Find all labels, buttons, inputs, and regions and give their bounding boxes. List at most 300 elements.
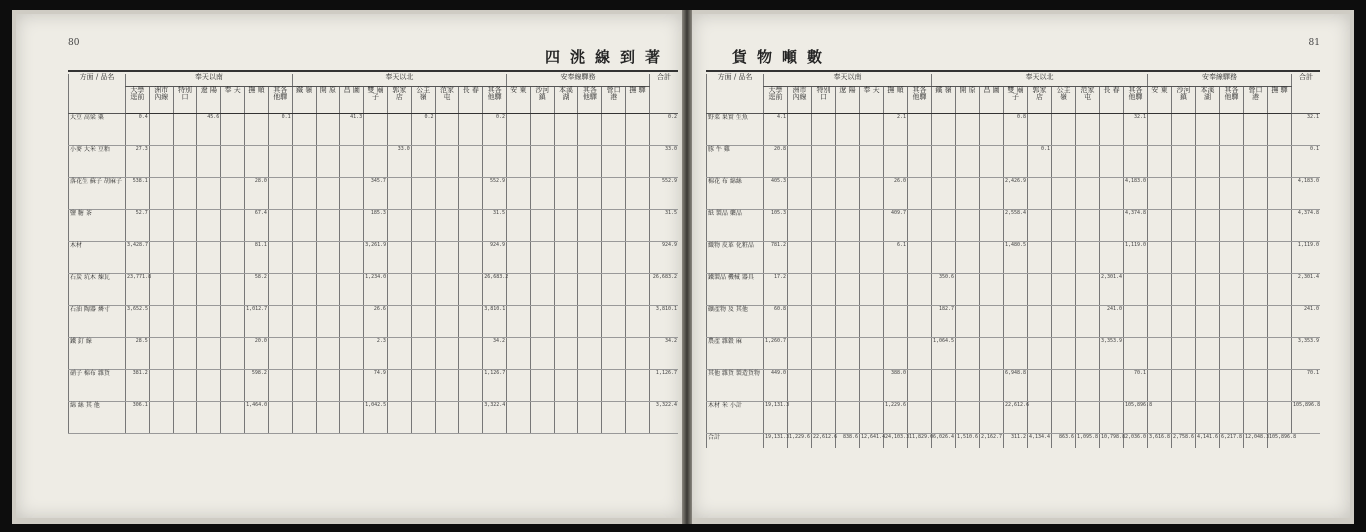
column-header: 開 原 xyxy=(956,87,980,114)
total-cell: 1,510.6 xyxy=(956,434,980,449)
left-page-number: 80 xyxy=(68,38,80,48)
table-cell xyxy=(1268,242,1292,274)
total-cell: 2,036.0 xyxy=(1124,434,1148,449)
column-header: 其各 他驛 xyxy=(268,87,292,114)
total-cell: 1,095.8 xyxy=(1076,434,1100,449)
table-cell xyxy=(788,210,812,242)
table-cell xyxy=(980,178,1004,210)
table-cell xyxy=(1244,114,1268,146)
row-total-cell: 241.0 xyxy=(1292,306,1321,338)
table-row xyxy=(707,114,1321,146)
table-cell xyxy=(1220,306,1244,338)
table-cell: 0.1 xyxy=(1028,146,1052,178)
table-cell xyxy=(1244,370,1268,402)
table-cell: 6.1 xyxy=(884,242,908,274)
table-cell xyxy=(340,178,364,210)
table-cell xyxy=(387,242,411,274)
column-header: 沙河 鎮 xyxy=(530,87,554,114)
table-cell: 3,428.7 xyxy=(126,242,150,274)
table-cell xyxy=(626,274,650,306)
table-cell: 350.6 xyxy=(932,274,956,306)
table-cell: 0.1 xyxy=(268,114,292,146)
row-total-cell: 3,810.1 xyxy=(650,306,679,338)
item-name: 落花生 蘇子 胡麻子 xyxy=(69,178,126,210)
table-cell: 20.8 xyxy=(764,146,788,178)
table-cell xyxy=(507,306,531,338)
table-cell: 26.6 xyxy=(364,306,388,338)
table-cell xyxy=(884,306,908,338)
table-cell xyxy=(956,178,980,210)
table-row xyxy=(707,146,1321,178)
table-cell xyxy=(435,146,459,178)
table-cell xyxy=(1100,146,1124,178)
table-cell xyxy=(149,210,173,242)
table-row xyxy=(69,146,679,178)
table-cell xyxy=(149,242,173,274)
table-row xyxy=(69,306,679,338)
table-cell xyxy=(1172,114,1196,146)
table-cell xyxy=(340,306,364,338)
table-cell xyxy=(1100,242,1124,274)
table-cell xyxy=(1148,242,1172,274)
table-cell xyxy=(459,274,483,306)
column-header: 開 原 xyxy=(316,87,340,114)
table-cell xyxy=(316,338,340,370)
table-cell xyxy=(197,274,221,306)
table-cell: 388.0 xyxy=(884,370,908,402)
column-header: 奉 天 xyxy=(221,87,245,114)
table-cell xyxy=(221,146,245,178)
table-cell xyxy=(788,402,812,434)
table-cell: 409.7 xyxy=(884,210,908,242)
table-cell xyxy=(1268,178,1292,210)
column-header: 特別 口 xyxy=(173,87,197,114)
table-cell xyxy=(812,402,836,434)
table-cell xyxy=(788,178,812,210)
table-cell xyxy=(1052,370,1076,402)
table-cell xyxy=(884,274,908,306)
table-cell xyxy=(932,370,956,402)
column-header: 其各 他驛 xyxy=(578,87,602,114)
table-cell xyxy=(860,242,884,274)
table-row xyxy=(69,370,679,402)
table-cell xyxy=(173,210,197,242)
table-cell: 81.1 xyxy=(245,242,269,274)
table-cell xyxy=(578,178,602,210)
table-cell xyxy=(411,146,435,178)
table-cell xyxy=(1028,370,1052,402)
item-name: 鐵 釘 線 xyxy=(69,338,126,370)
table-cell: 1,012.7 xyxy=(245,306,269,338)
table-cell xyxy=(268,402,292,434)
table-cell xyxy=(860,274,884,306)
table-cell: 67.4 xyxy=(245,210,269,242)
item-name: 鐵製品 機械 器具 xyxy=(707,274,764,306)
table-cell xyxy=(387,274,411,306)
table-cell xyxy=(908,114,932,146)
table-cell xyxy=(554,274,578,306)
total-cell: 6,217.8 xyxy=(1220,434,1244,449)
left-page-title: 四洮線到著 xyxy=(544,48,670,66)
table-cell xyxy=(1172,402,1196,434)
table-cell xyxy=(268,210,292,242)
table-cell: 4,183.0 xyxy=(1124,178,1148,210)
table-cell xyxy=(1028,242,1052,274)
table-cell xyxy=(980,274,1004,306)
table-cell xyxy=(1052,402,1076,434)
table-cell xyxy=(1052,306,1076,338)
table-cell: 0.4 xyxy=(126,114,150,146)
item-name: 硝子 棉布 雜貨 xyxy=(69,370,126,402)
table-cell xyxy=(602,402,626,434)
table-cell xyxy=(1028,178,1052,210)
table-cell xyxy=(292,338,316,370)
table-cell xyxy=(1172,370,1196,402)
right-data-table xyxy=(706,74,1320,448)
table-cell: 26,683.2 xyxy=(483,274,507,306)
table-cell: 538.1 xyxy=(126,178,150,210)
table-cell xyxy=(1196,274,1220,306)
row-total-cell: 2,301.4 xyxy=(1292,274,1321,306)
header-corner: 方面 / 品名 xyxy=(69,74,126,114)
table-cell: 28.0 xyxy=(245,178,269,210)
table-cell xyxy=(1196,146,1220,178)
table-cell xyxy=(173,370,197,402)
table-cell xyxy=(1124,274,1148,306)
table-cell xyxy=(1244,210,1268,242)
table-cell xyxy=(860,370,884,402)
column-header: 其各 他驛 xyxy=(483,87,507,114)
table-cell xyxy=(1220,146,1244,178)
table-cell xyxy=(221,402,245,434)
table-cell xyxy=(387,114,411,146)
table-cell: 20.0 xyxy=(245,338,269,370)
table-cell xyxy=(459,146,483,178)
table-cell xyxy=(173,402,197,434)
table-cell xyxy=(340,370,364,402)
table-cell xyxy=(860,210,884,242)
table-cell: 1,126.7 xyxy=(483,370,507,402)
column-header: 安 東 xyxy=(1148,87,1172,114)
table-cell xyxy=(980,146,1004,178)
table-cell xyxy=(268,178,292,210)
table-cell xyxy=(507,338,531,370)
left-page xyxy=(16,14,682,518)
table-cell xyxy=(1196,178,1220,210)
column-header: 撫 驛 xyxy=(1268,87,1292,114)
table-cell xyxy=(578,338,602,370)
table-cell: 1,464.0 xyxy=(245,402,269,434)
table-cell xyxy=(1196,306,1220,338)
table-cell: 1,480.5 xyxy=(1004,242,1028,274)
row-total-cell: 3,322.4 xyxy=(650,402,679,434)
table-cell xyxy=(956,210,980,242)
column-header: 撫 順 xyxy=(884,87,908,114)
table-cell: 1,119.0 xyxy=(1124,242,1148,274)
table-cell xyxy=(578,210,602,242)
table-cell xyxy=(245,114,269,146)
table-cell xyxy=(411,402,435,434)
table-cell: 105,896.8 xyxy=(1124,402,1148,434)
column-header: 營口 港 xyxy=(1244,87,1268,114)
table-cell xyxy=(1220,370,1244,402)
table-cell xyxy=(578,242,602,274)
table-row xyxy=(69,178,679,210)
row-total-cell: 1,126.7 xyxy=(650,370,679,402)
table-cell xyxy=(340,338,364,370)
table-cell xyxy=(1220,114,1244,146)
table-cell xyxy=(1196,402,1220,434)
table-cell xyxy=(1220,338,1244,370)
item-name: 紙 製品 藥品 xyxy=(707,210,764,242)
table-cell xyxy=(908,402,932,434)
table-cell xyxy=(387,338,411,370)
table-cell: 241.0 xyxy=(1100,306,1124,338)
table-cell xyxy=(1148,146,1172,178)
table-row xyxy=(707,402,1321,434)
table-cell xyxy=(1268,402,1292,434)
table-cell: 3,353.9 xyxy=(1100,338,1124,370)
table-cell xyxy=(626,210,650,242)
table-cell xyxy=(812,210,836,242)
column-header: 奉 天 xyxy=(860,87,884,114)
table-cell: 26.0 xyxy=(884,178,908,210)
table-cell xyxy=(1196,210,1220,242)
table-cell: 2,558.4 xyxy=(1004,210,1028,242)
table-cell xyxy=(812,242,836,274)
table-cell xyxy=(626,242,650,274)
table-cell xyxy=(956,338,980,370)
table-cell xyxy=(292,370,316,402)
book-spread xyxy=(12,10,1354,524)
table-cell xyxy=(908,306,932,338)
table-cell xyxy=(578,370,602,402)
table-cell xyxy=(292,114,316,146)
table-cell xyxy=(554,210,578,242)
table-cell: 27.3 xyxy=(126,146,150,178)
table-cell xyxy=(173,114,197,146)
table-cell xyxy=(1148,274,1172,306)
table-cell xyxy=(1172,178,1196,210)
table-cell xyxy=(1100,210,1124,242)
table-cell xyxy=(1076,338,1100,370)
table-cell xyxy=(626,370,650,402)
table-cell xyxy=(578,274,602,306)
table-cell xyxy=(1052,146,1076,178)
table-cell xyxy=(980,338,1004,370)
column-header: 雙 廟子 xyxy=(364,87,388,114)
table-row xyxy=(69,402,679,434)
table-cell xyxy=(1028,114,1052,146)
table-cell: 1,234.0 xyxy=(364,274,388,306)
table-cell: 52.7 xyxy=(126,210,150,242)
table-cell xyxy=(908,146,932,178)
table-cell xyxy=(1052,114,1076,146)
table-cell xyxy=(197,178,221,210)
row-total-cell: 105,896.8 xyxy=(1292,402,1321,434)
table-cell xyxy=(788,338,812,370)
total-cell: 838.6 xyxy=(836,434,860,449)
table-cell xyxy=(554,338,578,370)
table-cell: 4.1 xyxy=(764,114,788,146)
table-cell: 1,042.5 xyxy=(364,402,388,434)
row-total-cell: 552.9 xyxy=(650,178,679,210)
item-name: 豚 牛 雞 xyxy=(707,146,764,178)
table-cell xyxy=(459,242,483,274)
table-cell xyxy=(1028,306,1052,338)
table-cell xyxy=(1148,114,1172,146)
table-cell xyxy=(626,114,650,146)
table-cell xyxy=(932,242,956,274)
table-cell xyxy=(1052,210,1076,242)
row-total-cell: 70.1 xyxy=(1292,370,1321,402)
table-cell xyxy=(1028,338,1052,370)
column-header: 郭家 店 xyxy=(1028,87,1052,114)
table-cell xyxy=(507,370,531,402)
column-header: 昌 圖 xyxy=(980,87,1004,114)
total-column-header: 合計 xyxy=(1292,74,1321,114)
table-cell: 31.5 xyxy=(483,210,507,242)
table-cell xyxy=(459,178,483,210)
column-group-header: 奉天以北 xyxy=(932,74,1148,87)
table-cell xyxy=(1052,338,1076,370)
row-total-cell: 0.1 xyxy=(1292,146,1321,178)
table-cell xyxy=(578,114,602,146)
table-cell: 3,322.4 xyxy=(483,402,507,434)
table-cell: 34.2 xyxy=(483,338,507,370)
table-cell xyxy=(602,178,626,210)
table-cell xyxy=(554,114,578,146)
table-cell xyxy=(1268,338,1292,370)
table-cell xyxy=(554,370,578,402)
total-cell: 19,131.3 xyxy=(764,434,788,449)
table-cell xyxy=(602,242,626,274)
table-cell xyxy=(812,274,836,306)
table-cell xyxy=(435,274,459,306)
table-cell xyxy=(149,274,173,306)
table-cell xyxy=(1052,274,1076,306)
table-cell xyxy=(812,114,836,146)
column-header: 營口 港 xyxy=(602,87,626,114)
row-total-cell: 3,353.9 xyxy=(1292,338,1321,370)
table-cell xyxy=(411,370,435,402)
table-cell xyxy=(221,114,245,146)
table-cell xyxy=(221,210,245,242)
table-cell xyxy=(221,338,245,370)
table-cell xyxy=(1172,306,1196,338)
table-cell xyxy=(364,146,388,178)
table-cell xyxy=(1244,146,1268,178)
table-cell xyxy=(197,306,221,338)
table-row xyxy=(707,210,1321,242)
table-cell xyxy=(340,274,364,306)
table-cell xyxy=(1100,402,1124,434)
table-cell xyxy=(812,306,836,338)
table-cell xyxy=(316,210,340,242)
table-cell xyxy=(1148,338,1172,370)
table-cell: 0.2 xyxy=(411,114,435,146)
table-cell xyxy=(980,210,1004,242)
table-cell xyxy=(507,210,531,242)
table-cell xyxy=(860,402,884,434)
table-cell xyxy=(530,146,554,178)
table-cell xyxy=(788,274,812,306)
table-cell xyxy=(411,242,435,274)
column-header: 范家 屯 xyxy=(1076,87,1100,114)
table-cell xyxy=(530,210,554,242)
table-cell: 306.1 xyxy=(126,402,150,434)
table-cell xyxy=(316,114,340,146)
table-cell: 105.3 xyxy=(764,210,788,242)
column-header: 安 東 xyxy=(507,87,531,114)
table-cell xyxy=(956,306,980,338)
total-cell: 2,758.6 xyxy=(1172,434,1196,449)
table-cell xyxy=(1244,242,1268,274)
table-cell xyxy=(884,338,908,370)
total-cell: 10,798.8 xyxy=(1100,434,1124,449)
total-cell: 11,829.0 xyxy=(908,434,932,449)
table-cell xyxy=(435,402,459,434)
row-total-cell: 0.2 xyxy=(650,114,679,146)
table-cell xyxy=(173,178,197,210)
total-cell: 105,896.8 xyxy=(1268,434,1292,449)
right-page xyxy=(692,14,1350,518)
table-row xyxy=(707,242,1321,274)
table-cell xyxy=(602,210,626,242)
table-cell xyxy=(578,306,602,338)
table-cell xyxy=(459,210,483,242)
table-cell xyxy=(1076,210,1100,242)
table-cell xyxy=(836,178,860,210)
total-cell: 22,612.6 xyxy=(812,434,836,449)
table-cell xyxy=(1244,178,1268,210)
table-cell xyxy=(387,210,411,242)
table-cell: 3,652.5 xyxy=(126,306,150,338)
table-row xyxy=(707,338,1321,370)
table-cell xyxy=(292,210,316,242)
table-cell xyxy=(836,402,860,434)
table-cell xyxy=(932,114,956,146)
book-gutter xyxy=(682,10,692,524)
table-cell xyxy=(435,178,459,210)
table-cell xyxy=(1148,210,1172,242)
table-cell xyxy=(173,146,197,178)
table-cell xyxy=(1196,338,1220,370)
table-cell xyxy=(387,370,411,402)
table-row xyxy=(69,242,679,274)
item-name: 小麥 大米 豆粕 xyxy=(69,146,126,178)
table-cell: 449.0 xyxy=(764,370,788,402)
table-cell xyxy=(507,146,531,178)
table-cell xyxy=(1124,306,1148,338)
table-cell xyxy=(956,242,980,274)
table-cell xyxy=(411,338,435,370)
table-row xyxy=(69,274,679,306)
column-group-header: 奉天以南 xyxy=(764,74,932,87)
table-cell xyxy=(173,338,197,370)
table-cell xyxy=(908,370,932,402)
table-cell xyxy=(554,146,578,178)
column-header: 范家 屯 xyxy=(435,87,459,114)
table-cell xyxy=(459,370,483,402)
table-cell xyxy=(149,370,173,402)
column-group-header: 安奉線驛務 xyxy=(507,74,650,87)
column-header: 洲市 內線 xyxy=(149,87,173,114)
table-cell xyxy=(932,146,956,178)
table-cell: 60.8 xyxy=(764,306,788,338)
table-cell xyxy=(530,306,554,338)
table-cell xyxy=(292,242,316,274)
